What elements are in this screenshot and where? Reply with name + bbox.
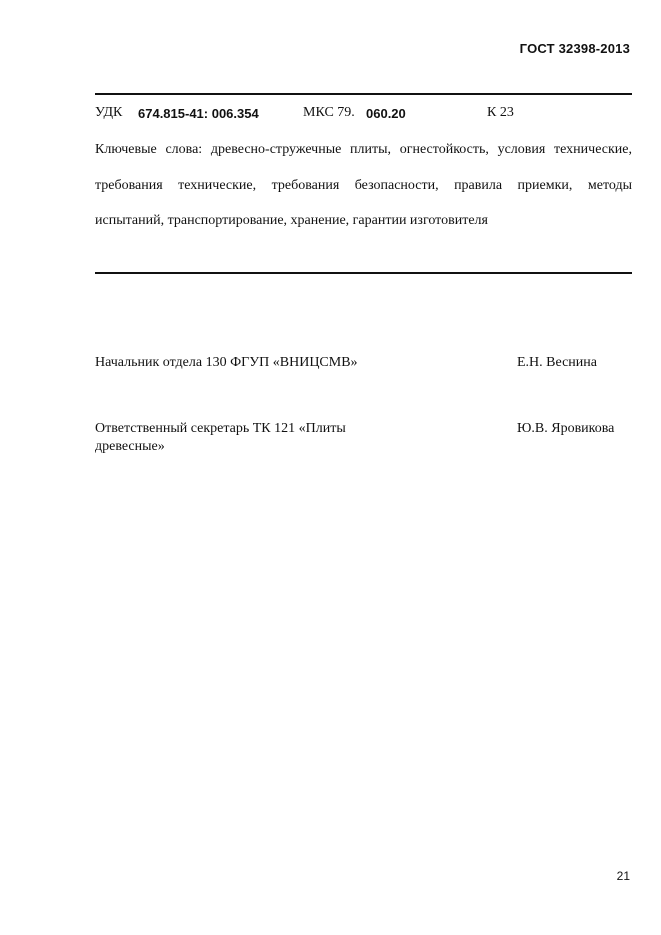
signatory-name: Ю.В. Яровикова (517, 421, 615, 436)
mks-value: 060.20 (366, 106, 406, 121)
mks-label: МКС 79. (303, 105, 355, 120)
standard-code: ГОСТ 32398-2013 (519, 41, 630, 56)
signatory-position: Ответственный секретарь ТК 121 «Плиты древесные» (95, 421, 346, 454)
udk-label: УДК (95, 105, 123, 120)
udk-value: 674.815-41: 006.354 (138, 106, 259, 121)
okp-code: К 23 (487, 105, 514, 120)
keywords-paragraph: Ключевые слова: древесно-стружечные плиты, огнестойкость, условия технические, требования технические, требования безопасности, правила приемки, методы испытаний, транспортирование, хранение, гарантии изготовителя (95, 142, 632, 228)
page-number: 21 (616, 869, 630, 883)
signatory-position: Начальник отдела 130 ФГУП «ВНИЦСМВ» (95, 355, 358, 370)
top-rule-divider (95, 93, 632, 95)
signatory-name: Е.Н. Веснина (517, 355, 597, 370)
classification-line (95, 105, 632, 123)
bottom-rule-divider (95, 272, 632, 274)
